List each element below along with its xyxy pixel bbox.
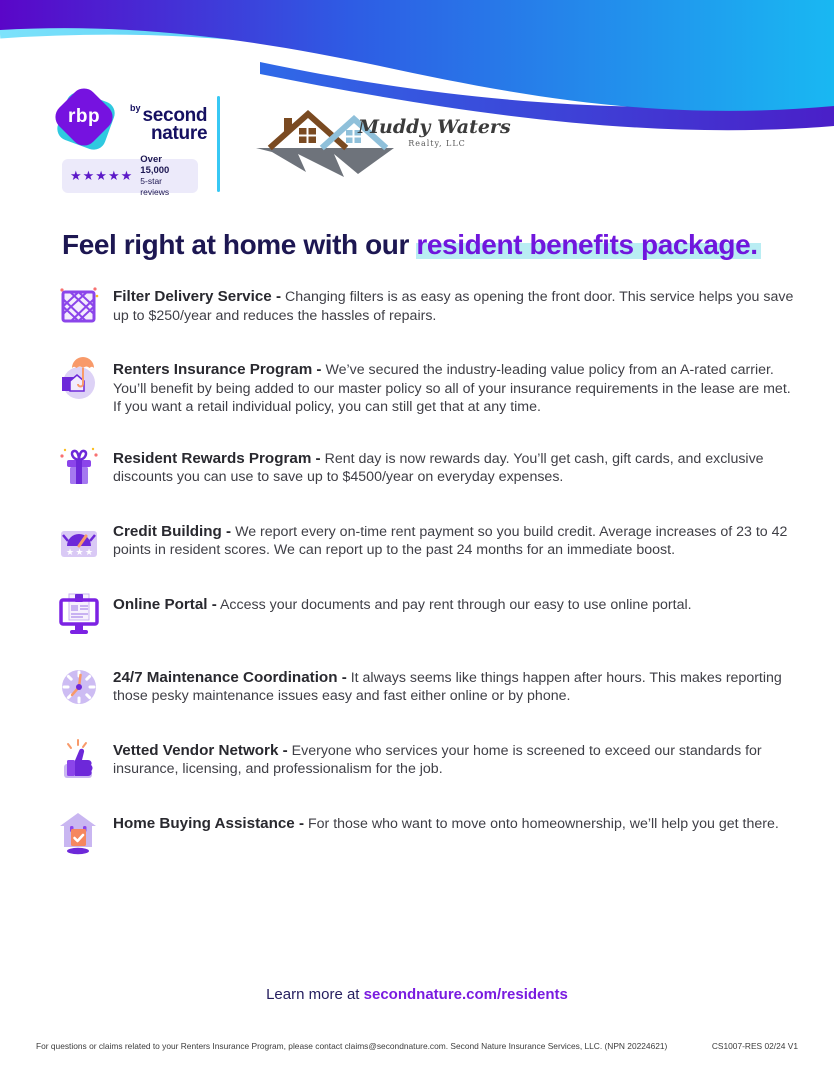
benefit-description: For those who want to move onto homeownership, we’ll help you get there.	[307, 815, 779, 832]
benefit-item-resident-rewards	[58, 446, 795, 490]
by-label: by	[130, 103, 141, 113]
fine-print-right: CS1007-RES 02/24 V1	[711, 1041, 798, 1051]
five-stars-icon: ★★★★★	[70, 168, 134, 183]
reviews-count: Over 15,000	[140, 154, 170, 176]
learn-more-link[interactable]: secondnature.com/residents	[363, 986, 568, 1003]
benefit-title: Credit Building -	[113, 522, 232, 540]
rbp-logo	[55, 88, 125, 158]
benefit-description: Rent day is now rewards day. You’ll get cash, gift cards, and exclusive discounts you can use to save up to $4500/year on everyday expenses.	[113, 450, 764, 486]
learn-more-line	[0, 986, 834, 1003]
benefit-item-renters-insurance	[58, 357, 795, 417]
benefit-description: It always seems like things happen after hours. This makes reporting those pesky maintenance issues easy and fast either online or by phone.	[113, 669, 782, 705]
benefit-description: Everyone who services your home is screened to exceed our standards for insurance, licensing, and professionalism for the job.	[113, 742, 762, 778]
benefit-item-credit-building	[58, 519, 795, 563]
benefit-item-filter-delivery	[58, 284, 795, 328]
benefit-item-home-buying	[58, 811, 795, 855]
fine-print-row	[0, 1041, 834, 1051]
second-nature-wordmark	[130, 100, 207, 143]
svg-text:★: ★	[85, 546, 94, 557]
learn-more-prefix: Learn more at	[266, 986, 364, 1003]
benefit-title: Resident Rewards Program -	[113, 449, 321, 467]
umbrella-house-icon	[58, 357, 100, 401]
benefit-item-online-portal	[58, 592, 795, 636]
rbp-monogram: rbp	[67, 105, 101, 127]
title-prefix: Feel right at home with our	[62, 229, 417, 260]
brand-line2: nature	[150, 123, 208, 144]
benefit-title: Online Portal -	[113, 595, 217, 613]
title-highlight: resident benefits package.	[416, 229, 760, 260]
rbp-logo-diamond	[50, 83, 118, 151]
reviews-badge	[62, 154, 198, 197]
svg-text:★: ★	[66, 546, 75, 557]
thumbs-up-icon	[58, 738, 100, 782]
benefit-description: Changing filters is as easy as opening the front door. This service helps you save up to $250/year and reduces the hassles of repairs.	[113, 289, 794, 324]
clock-icon	[58, 665, 100, 709]
benefit-title: Renters Insurance Program -	[113, 361, 322, 378]
benefit-item-maintenance	[58, 665, 795, 709]
partner-name: Muddy Waters	[358, 116, 511, 138]
svg-text:★: ★	[75, 546, 84, 557]
muddy-waters-wordmark	[358, 116, 511, 148]
benefit-item-vendor-network	[58, 738, 795, 782]
benefit-title: 24/7 Maintenance Coordination -	[113, 668, 347, 686]
benefits-list	[58, 284, 795, 855]
house-check-icon	[58, 811, 100, 855]
monitor-icon	[58, 592, 100, 636]
benefit-title: Vetted Vendor Network -	[113, 741, 288, 759]
benefit-description: Access your documents and pay rent through our easy to use online portal.	[219, 596, 692, 613]
fine-print-left: For questions or claims related to your Renters Insurance Program, please contact claims@secondnature.com. Second Nature Insurance Services, LLC. (NPN 20224621)	[36, 1041, 668, 1051]
gift-icon	[58, 446, 100, 490]
benefit-title: Home Buying Assistance -	[113, 814, 305, 832]
brand-line1: second	[142, 105, 208, 126]
credit-gauge-icon	[58, 519, 100, 563]
partner-subtitle: Realty, LLC	[408, 139, 466, 148]
reviews-caption: 5-star reviews	[140, 176, 170, 197]
filter-icon	[58, 284, 100, 328]
benefit-title: Filter Delivery Service -	[113, 288, 281, 305]
page-title	[62, 229, 761, 261]
benefit-description: We report every on-time rent payment so you build credit. Average increases of 23 to 42 points in resident scores. We can report up to the past 24 months for an immediate boost.	[113, 523, 788, 559]
logo-divider	[217, 96, 220, 192]
benefit-description: We’ve secured the industry-leading value policy from an A-rated carrier. You’ll benefit by being added to our master policy so all of your insurance requirements in the lease are met. If you want a retail individual policy, you can still get that at any time.	[113, 362, 791, 416]
